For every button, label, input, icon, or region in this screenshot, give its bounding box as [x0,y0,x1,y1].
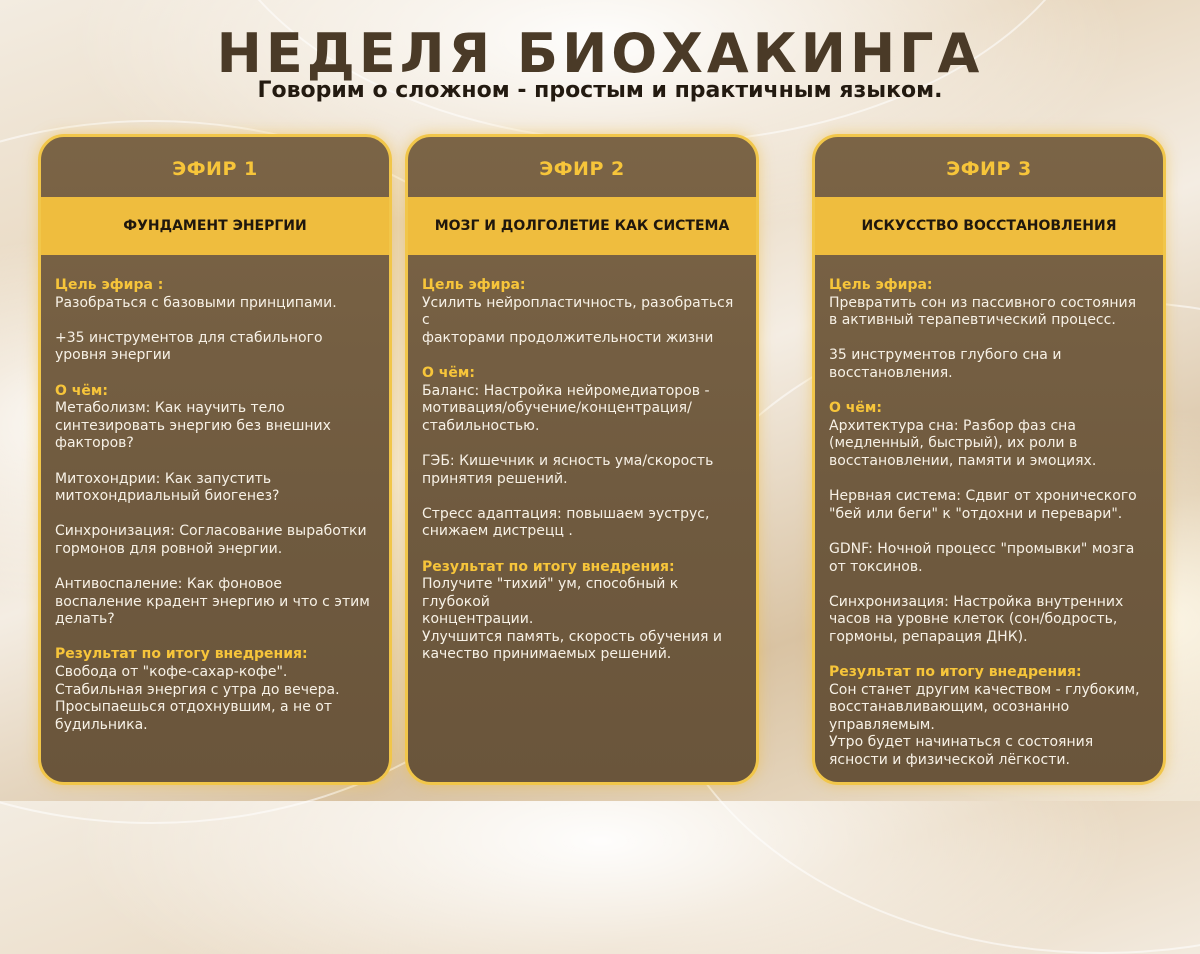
about-text: часов на уровне клеток (сон/бодрость, [829,611,1118,628]
result-text: будильника. [55,716,148,733]
about-text: гормонов для ровной энергии. [55,540,283,557]
result-label: Результат по итогу внедрения: [829,664,1082,681]
about-text: ГЭБ: Кишечник и ясность ума/скорость [422,452,714,469]
about-text: Архитектура сна: Разбор фаз сна [829,417,1076,434]
card-topic: ФУНДАМЕНТ ЭНЕРГИИ [41,197,389,255]
result-label: Результат по итогу внедрения: [422,558,675,575]
about-label: О чём: [829,400,882,417]
result-text: ясности и физической лёгкости. [829,752,1070,769]
about-text: Митохондрии: Как запустить [55,470,272,487]
card-body [815,255,1163,770]
goal-section [55,277,375,312]
about-text: от токсинов. [829,558,923,575]
extra-text: восстановления. [829,364,953,381]
result-text: восстанавливающим, осознанно [829,699,1070,716]
result-text: управляемым. [829,716,935,733]
about-item [55,383,375,453]
about-text: мотивация/обучение/концентрация/ [422,400,692,417]
about-text: восстановлении, памяти и эмоциях. [829,452,1097,469]
about-text: стабильностью. [422,417,540,434]
about-item [55,523,375,558]
result-text: Получите "тихий" ум, способный к глубокой [422,576,679,610]
result-text: концентрации. [422,611,534,628]
extra-text: 35 инструментов глубого сна и [829,347,1062,364]
about-item [55,576,375,629]
result-section [55,646,375,734]
about-item [422,453,742,488]
about-text: "бей или беги" к "отдохни и перевари". [829,505,1123,522]
extra-text: +35 инструментов для стабильного [55,329,323,346]
card-body [408,255,756,664]
goal-text: Превратить сон из пассивного состояния [829,294,1137,311]
result-text: Просыпаешься отдохнувшим, а не от [55,699,332,716]
result-text: Улучшится память, скорость обучения и [422,628,723,645]
about-item [829,594,1149,647]
about-text: Синхронизация: Настройка внутренних [829,593,1124,610]
card-heading: ЭФИР 3 [946,158,1032,180]
goal-section [829,277,1149,330]
result-text: Свобода от "кофе-сахар-кофе". [55,664,288,681]
about-item [422,365,742,435]
about-text: GDNF: Ночной процесс "промывки" мозга [829,540,1135,557]
about-text: гормоны, репарация ДНК). [829,628,1028,645]
goal-text: Усилить нейропластичность, разобраться с [422,294,734,329]
card-heading: ЭФИР 1 [172,158,258,180]
about-text: синтезировать энергию без внешних [55,417,331,434]
about-text: принятия решений. [422,470,568,487]
about-text: Нервная система: Сдвиг от хронического [829,488,1137,505]
about-item [829,541,1149,576]
result-section [829,664,1149,770]
extra-section [829,347,1149,382]
about-text: (медленный, быстрый), их роли в [829,435,1078,452]
result-section [422,559,742,665]
about-item [55,471,375,506]
result-text: Утро будет начинаться с состояния [829,734,1094,751]
card-topic: МОЗГ И ДОЛГОЛЕТИЕ КАК СИСТЕМА [408,197,756,255]
goal-label: Цель эфира : [55,277,164,293]
card-body [41,255,389,734]
page-title: НЕДЕЛЯ БИОХАКИНГА [216,22,984,85]
about-item [422,506,742,541]
extra-text: уровня энергии [55,347,171,364]
about-text: Антивоспаление: Как фоновое [55,576,282,593]
goal-label: Цель эфира: [829,277,933,293]
goal-label: Цель эфира: [422,277,526,293]
about-text: факторов? [55,435,134,452]
about-item [829,488,1149,523]
card-topic: ИСКУССТВО ВОССТАНОВЛЕНИЯ [815,197,1163,255]
goal-text: факторами продолжительности жизни [422,329,714,346]
about-text: Синхронизация: Согласование выработки [55,523,367,540]
about-item [829,400,1149,470]
about-text: Стресс адаптация: повышаем эуструс, [422,505,710,522]
goal-section [422,277,742,347]
card-heading: ЭФИР 2 [539,158,625,180]
about-label: О чём: [55,382,108,399]
result-text: качество принимаемых решений. [422,646,672,663]
about-text: воспаление крадент энергию и что с этим [55,593,370,610]
about-text: митохондриальный биогенез? [55,488,280,505]
result-label: Результат по итогу внедрения: [55,646,308,663]
goal-text: Разобраться с базовыми принципами. [55,294,337,311]
about-text: делать? [55,611,115,628]
about-label: О чём: [422,364,475,381]
broadcast-card-2 [405,134,759,785]
about-text: Метаболизм: Как научить тело [55,400,285,417]
goal-text: в активный терапевтический процесс. [829,312,1116,329]
extra-section [55,330,375,365]
broadcast-card-1 [38,134,392,785]
about-text: снижаем дистрецц . [422,523,573,540]
result-text: Сон станет другим качеством - глубоким, [829,681,1140,698]
result-text: Стабильная энергия с утра до вечера. [55,681,340,698]
page-subtitle: Говорим о сложном - простым и практичным языком. [257,78,943,103]
about-text: Баланс: Настройка нейромедиаторов - [422,382,710,399]
broadcast-card-3 [812,134,1166,785]
